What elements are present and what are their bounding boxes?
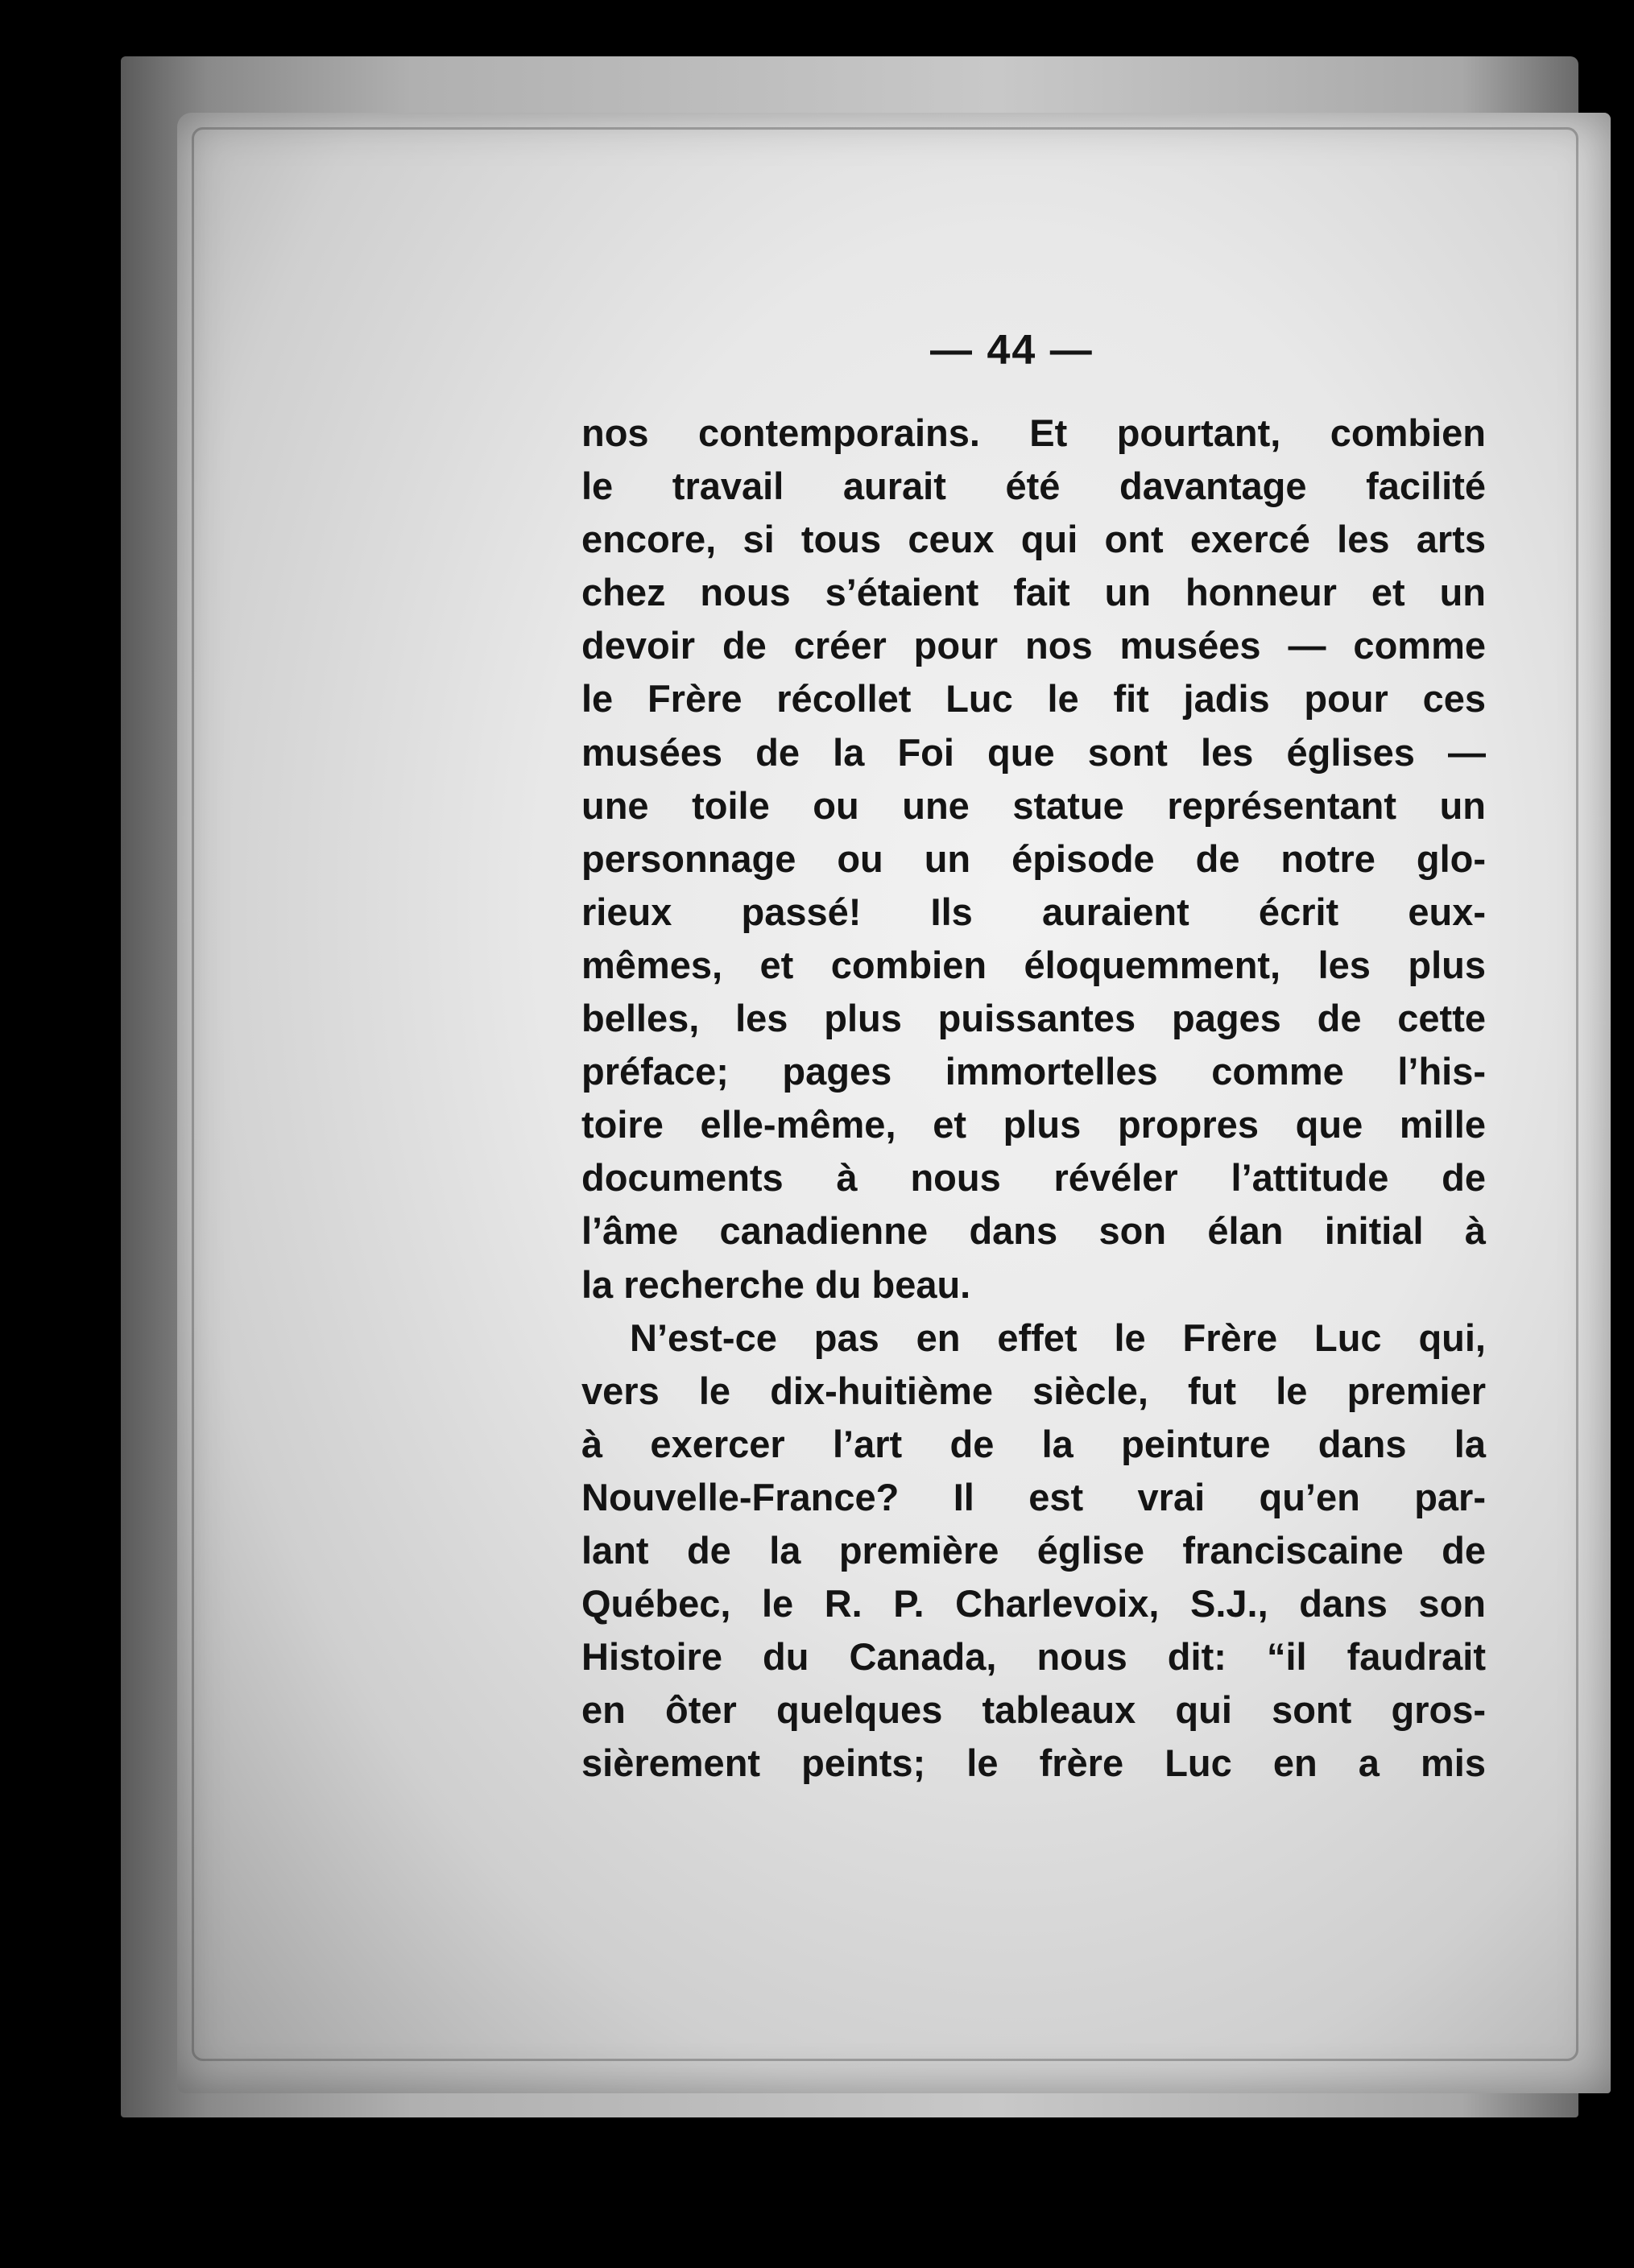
text-line: nos contemporains. Et pourtant, combien — [581, 411, 1486, 454]
text-line: encore, si tous ceux qui ont exercé les arts — [581, 518, 1486, 561]
text-line: Nouvelle-France? Il est vrai qu’en par- — [581, 1475, 1486, 1518]
text-line: personnage ou un épisode de notre glo- — [581, 837, 1486, 880]
text-line: en ôter quelques tableaux qui sont gros- — [581, 1688, 1486, 1732]
text-line: documents à nous révéler l’attitude de — [581, 1156, 1486, 1200]
text-line: vers le dix-huitième siècle, fut le premier — [581, 1369, 1486, 1412]
text-line: toire elle-même, et plus propres que mille — [581, 1103, 1486, 1146]
text-line: le travail aurait été davantage facilité — [581, 465, 1486, 508]
text-line: devoir de créer pour nos musées — comme — [581, 624, 1486, 667]
text-line: la recherche du beau. — [581, 1262, 971, 1306]
text-line: sièrement peints; le frère Luc en a mis — [581, 1741, 1486, 1785]
text-line: N’est-ce pas en effet le Frère Luc qui, — [630, 1316, 1486, 1359]
text-line: Québec, le R. P. Charlevoix, S.J., dans son — [581, 1582, 1486, 1626]
text-line: chez nous s’étaient fait un honneur et un — [581, 571, 1486, 614]
text-line: préface; pages immortelles comme l’his- — [581, 1050, 1486, 1093]
text-line: musées de la Foi que sont les églises — — [581, 730, 1486, 774]
text-line: l’âme canadienne dans son élan initial à — [581, 1209, 1486, 1253]
text-line: le Frère récollet Luc le fit jadis pour ces — [581, 677, 1486, 721]
text-line: Histoire du Canada, nous dit: “il faudrait — [581, 1635, 1486, 1679]
text-line: rieux passé! Ils auraient écrit eux- — [581, 890, 1486, 933]
text-line: mêmes, et combien éloquemment, les plus — [581, 943, 1486, 986]
page-number: — 44 — — [930, 327, 1094, 374]
text-line: lant de la première église franciscaine de — [581, 1528, 1486, 1572]
text-line: une toile ou une statue représentant un — [581, 783, 1486, 827]
text-line: belles, les plus puissantes pages de cette — [581, 997, 1486, 1040]
body-text — [581, 407, 1486, 1790]
text-line: à exercer l’art de la peinture dans la — [581, 1422, 1486, 1465]
